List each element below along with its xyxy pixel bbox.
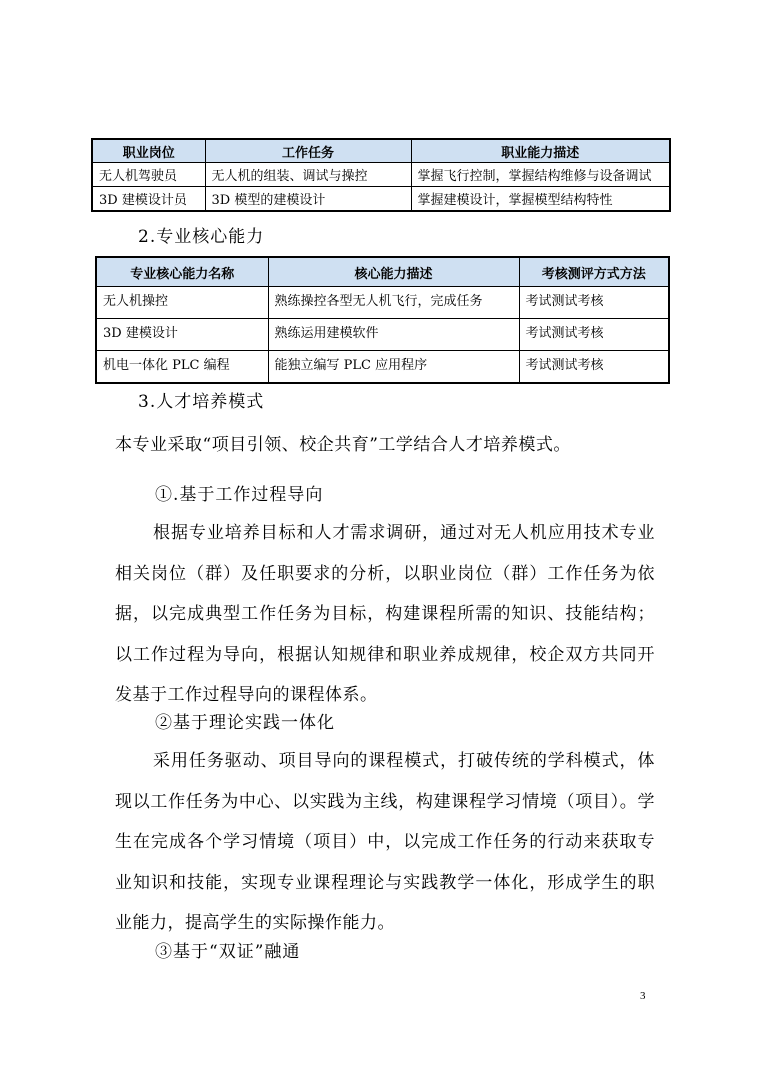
table-row — [96, 351, 669, 384]
table-cell: 熟练操控各型无人机飞行，完成任务 — [268, 287, 519, 319]
table-cell: 无人机驾驶员 — [92, 163, 205, 187]
subsection-heading: ①.基于工作过程导向 — [155, 485, 324, 505]
column-header: 工作任务 — [205, 139, 411, 163]
table-cell: 3D 模型的建模设计 — [205, 187, 411, 212]
table-cell: 3D 建模设计员 — [92, 187, 205, 212]
job-positions-table — [91, 138, 671, 212]
table-cell: 机电一体化 PLC 编程 — [96, 351, 268, 384]
table-row — [96, 319, 669, 351]
table-cell: 无人机的组装、调试与操控 — [205, 163, 411, 187]
table-cell: 掌握建模设计，掌握模型结构特性 — [411, 187, 670, 212]
table-cell: 考试测试考核 — [519, 351, 669, 384]
table-cell: 熟练运用建模软件 — [268, 319, 519, 351]
table-cell: 能独立编写 PLC 应用程序 — [268, 351, 519, 384]
section-heading: 2.专业核心能力 — [138, 227, 265, 247]
column-header: 核心能力描述 — [268, 257, 519, 287]
table-cell: 考试测试考核 — [519, 287, 669, 319]
page-number: 3 — [640, 990, 646, 1002]
body-paragraph: 采用任务驱动、项目导向的课程模式，打破传统的学科模式，体现以工作任务为中心、以实践为主线，构建课程学习情境（项目）。学生在完成各个学习情境（项目）中，以完成工作任务的行动来获取专业知识和技能，实现专业课程理论与实践教学一体化，形成学生的职业能力，提高学生的实际操作能力。 — [115, 751, 655, 933]
table-cell: 掌握飞行控制，掌握结构维修与设备调试 — [411, 163, 670, 187]
table-row — [92, 187, 670, 212]
section-heading: 3.人才培养模式 — [138, 392, 265, 412]
table-cell: 无人机操控 — [96, 287, 268, 319]
body-paragraph: 根据专业培养目标和人才需求调研，通过对无人机应用技术专业相关岗位（群）及任职要求的分析，以职业岗位（群）工作任务为依据，以完成典型工作任务为目标，构建课程所需的知识、技能结构；以工作过程为导向，根据认知规律和职业养成规律，校企双方共同开发基于工作过程导向的课程体系。 — [115, 523, 655, 705]
column-header: 职业能力描述 — [411, 139, 670, 163]
table-row — [96, 287, 669, 319]
intro-paragraph: 本专业采取“项目引领、校企共育”工学结合人才培养模式。 — [115, 435, 571, 455]
table-cell: 考试测试考核 — [519, 319, 669, 351]
subsection-heading: ③基于“双证”融通 — [155, 942, 301, 962]
column-header: 专业核心能力名称 — [96, 257, 268, 287]
column-header: 考核测评方式方法 — [519, 257, 669, 287]
table-row — [92, 163, 670, 187]
table-header-row — [96, 257, 669, 287]
table-cell: 3D 建模设计 — [96, 319, 268, 351]
column-header: 职业岗位 — [92, 139, 205, 163]
table-header-row — [92, 139, 670, 163]
core-abilities-table — [95, 256, 670, 384]
subsection-heading: ②基于理论实践一体化 — [155, 713, 335, 733]
